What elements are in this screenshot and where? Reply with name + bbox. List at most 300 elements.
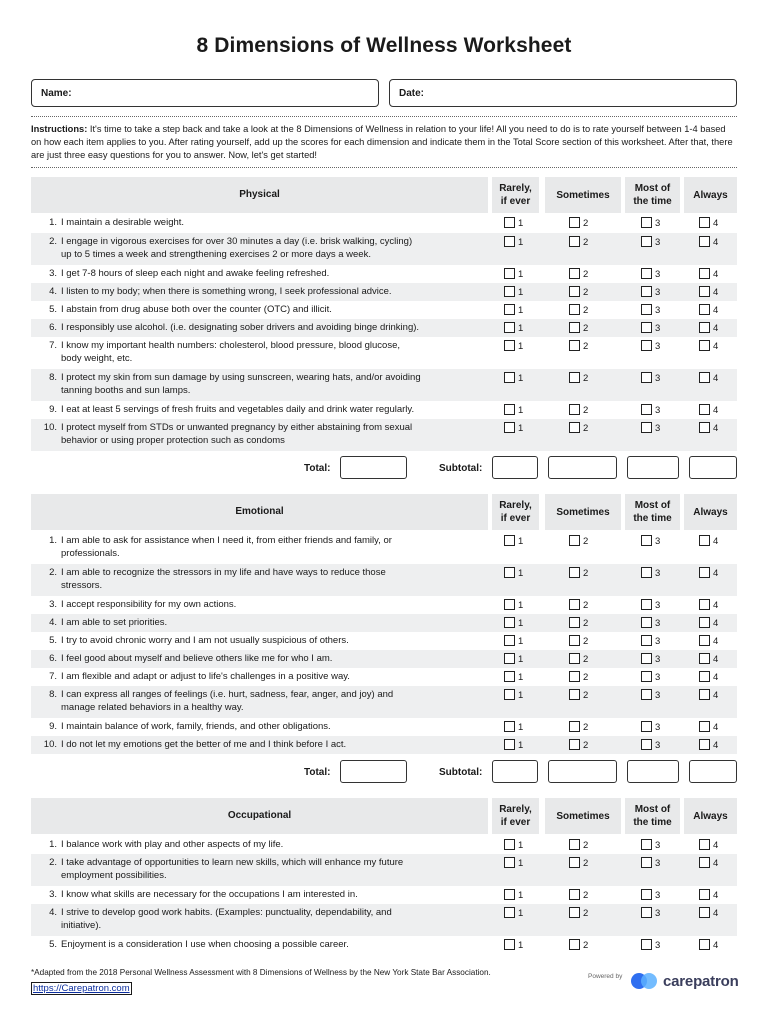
table-row xyxy=(31,401,737,419)
checkbox[interactable] xyxy=(699,268,710,279)
checkbox[interactable] xyxy=(504,286,515,297)
table-row xyxy=(31,532,737,564)
subtotal-box-2[interactable] xyxy=(548,456,617,479)
rating-value: 1 xyxy=(518,672,524,683)
rating-option-1[interactable] xyxy=(504,567,523,580)
rating-option-4[interactable] xyxy=(699,322,718,335)
checkbox[interactable] xyxy=(569,671,580,682)
rating-option-2[interactable] xyxy=(569,322,588,335)
rating-option-3[interactable] xyxy=(641,739,660,752)
rating-option-2[interactable] xyxy=(569,721,588,734)
rating-value: 1 xyxy=(518,237,524,248)
checkbox[interactable] xyxy=(641,304,652,315)
name-field[interactable] xyxy=(31,79,379,107)
checkbox[interactable] xyxy=(569,939,580,950)
rating-option-1[interactable] xyxy=(504,721,523,734)
checkbox[interactable] xyxy=(504,567,515,578)
rating-option-3[interactable] xyxy=(641,599,660,612)
checkbox[interactable] xyxy=(699,653,710,664)
item-number: 10. xyxy=(43,739,57,750)
rating-option-3[interactable] xyxy=(641,635,660,648)
checkbox[interactable] xyxy=(569,404,580,415)
checkbox[interactable] xyxy=(569,286,580,297)
checkbox[interactable] xyxy=(699,322,710,333)
checkbox[interactable] xyxy=(699,236,710,247)
checkbox[interactable] xyxy=(504,217,515,228)
rating-option-3[interactable] xyxy=(641,857,660,870)
rating-option-1[interactable] xyxy=(504,340,523,353)
checkbox[interactable] xyxy=(699,907,710,918)
column-header xyxy=(545,798,621,834)
rating-option-2[interactable] xyxy=(569,889,588,902)
rating-value: 4 xyxy=(713,536,719,547)
rating-value: 2 xyxy=(583,218,589,229)
rating-option-4[interactable] xyxy=(699,739,718,752)
rating-option-2[interactable] xyxy=(569,567,588,580)
checkbox[interactable] xyxy=(504,599,515,610)
checkbox[interactable] xyxy=(699,599,710,610)
checkbox[interactable] xyxy=(699,617,710,628)
rating-value: 2 xyxy=(583,690,589,701)
checkbox[interactable] xyxy=(699,857,710,868)
checkbox[interactable] xyxy=(641,617,652,628)
checkbox[interactable] xyxy=(569,907,580,918)
checkbox[interactable] xyxy=(569,322,580,333)
checkbox[interactable] xyxy=(569,721,580,732)
rating-value: 2 xyxy=(583,536,589,547)
instructions-label: Instructions: xyxy=(31,124,88,134)
rating-option-1[interactable] xyxy=(504,268,523,281)
checkbox[interactable] xyxy=(504,422,515,433)
checkbox[interactable] xyxy=(699,739,710,750)
checkbox[interactable] xyxy=(699,372,710,383)
rating-option-4[interactable] xyxy=(699,535,718,548)
rating-option-2[interactable] xyxy=(569,857,588,870)
rating-value: 2 xyxy=(583,323,589,334)
rating-value: 2 xyxy=(583,423,589,434)
column-header-label: Most of the time xyxy=(633,500,672,524)
rating-option-2[interactable] xyxy=(569,404,588,417)
checkbox[interactable] xyxy=(504,721,515,732)
section-header xyxy=(31,177,737,213)
item-statement: I protect my skin from sun damage by using sunscreen, wearing hats, and/or avoiding tanning booths and sun lamps. xyxy=(61,372,421,396)
rating-option-1[interactable] xyxy=(504,304,523,317)
checkbox[interactable] xyxy=(699,422,710,433)
checkbox[interactable] xyxy=(569,739,580,750)
rating-value: 3 xyxy=(655,305,661,316)
table-row xyxy=(31,283,737,301)
rating-value: 4 xyxy=(713,740,719,751)
rating-option-1[interactable] xyxy=(504,422,523,435)
rating-value: 2 xyxy=(583,341,589,352)
subtotal-box-3[interactable] xyxy=(627,456,679,479)
rating-value: 3 xyxy=(655,858,661,869)
checkbox[interactable] xyxy=(569,268,580,279)
column-header-label: Rarely, if ever xyxy=(499,804,532,828)
rating-option-4[interactable] xyxy=(699,567,718,580)
rating-option-2[interactable] xyxy=(569,268,588,281)
checkbox[interactable] xyxy=(699,217,710,228)
checkbox[interactable] xyxy=(641,340,652,351)
item-text xyxy=(31,339,486,365)
rating-option-1[interactable] xyxy=(504,236,523,249)
checkbox[interactable] xyxy=(504,535,515,546)
rating-option-4[interactable] xyxy=(699,889,718,902)
rating-option-3[interactable] xyxy=(641,907,660,920)
checkbox[interactable] xyxy=(569,340,580,351)
rating-value: 2 xyxy=(583,269,589,280)
rating-option-3[interactable] xyxy=(641,286,660,299)
rating-option-1[interactable] xyxy=(504,857,523,870)
rating-option-2[interactable] xyxy=(569,422,588,435)
rating-option-1[interactable] xyxy=(504,653,523,666)
rating-option-4[interactable] xyxy=(699,939,718,952)
checkbox[interactable] xyxy=(641,739,652,750)
checkbox[interactable] xyxy=(504,635,515,646)
checkbox[interactable] xyxy=(641,322,652,333)
rating-option-2[interactable] xyxy=(569,907,588,920)
checkbox[interactable] xyxy=(699,689,710,700)
rating-option-1[interactable] xyxy=(504,404,523,417)
rating-option-4[interactable] xyxy=(699,422,718,435)
rating-option-3[interactable] xyxy=(641,653,660,666)
item-statement: I am able to recognize the stressors in my life and have ways to reduce those stressors. xyxy=(61,567,386,591)
rating-value: 1 xyxy=(518,305,524,316)
checkbox[interactable] xyxy=(504,939,515,950)
item-number: 6. xyxy=(49,653,57,664)
rating-option-4[interactable] xyxy=(699,217,718,230)
checkbox[interactable] xyxy=(641,535,652,546)
rating-option-1[interactable] xyxy=(504,599,523,612)
checkbox[interactable] xyxy=(504,907,515,918)
rating-option-1[interactable] xyxy=(504,671,523,684)
item-text xyxy=(31,235,486,261)
checkbox[interactable] xyxy=(504,268,515,279)
rating-option-4[interactable] xyxy=(699,721,718,734)
carepatron-logo-icon xyxy=(630,970,660,992)
rating-option-3[interactable] xyxy=(641,939,660,952)
rating-option-1[interactable] xyxy=(504,217,523,230)
rating-value: 3 xyxy=(655,323,661,334)
checkbox[interactable] xyxy=(569,217,580,228)
rating-value: 3 xyxy=(655,722,661,733)
checkbox[interactable] xyxy=(699,839,710,850)
rating-option-4[interactable] xyxy=(699,268,718,281)
checkbox[interactable] xyxy=(504,236,515,247)
checkbox[interactable] xyxy=(641,422,652,433)
rating-option-2[interactable] xyxy=(569,671,588,684)
rating-option-1[interactable] xyxy=(504,689,523,702)
rating-option-2[interactable] xyxy=(569,689,588,702)
item-statement: I engage in vigorous exercises for over 30 minutes a day (i.e. brisk walking, cycling) up to 5 times a week and strengthening exercises 2 or more days a week. xyxy=(61,236,413,260)
rating-value: 2 xyxy=(583,287,589,298)
column-header xyxy=(492,494,539,530)
rating-option-2[interactable] xyxy=(569,939,588,952)
rating-option-2[interactable] xyxy=(569,599,588,612)
rating-option-3[interactable] xyxy=(641,422,660,435)
rating-option-1[interactable] xyxy=(504,535,523,548)
checkbox[interactable] xyxy=(504,671,515,682)
table-row xyxy=(31,632,737,650)
checkbox[interactable] xyxy=(504,653,515,664)
checkbox[interactable] xyxy=(641,939,652,950)
rating-option-4[interactable] xyxy=(699,340,718,353)
rating-value: 1 xyxy=(518,940,524,951)
column-header xyxy=(684,798,737,834)
rating-option-1[interactable] xyxy=(504,286,523,299)
item-statement: I am able to ask for assistance when I need it, from either friends and family, or professionals. xyxy=(61,535,392,559)
checkbox[interactable] xyxy=(569,535,580,546)
table-row xyxy=(31,596,737,614)
checkbox[interactable] xyxy=(699,889,710,900)
checkbox[interactable] xyxy=(641,689,652,700)
rating-option-2[interactable] xyxy=(569,340,588,353)
item-text xyxy=(31,838,486,851)
rating-option-3[interactable] xyxy=(641,721,660,734)
rating-option-2[interactable] xyxy=(569,739,588,752)
rating-value: 2 xyxy=(583,740,589,751)
rating-value: 1 xyxy=(518,218,524,229)
item-number: 7. xyxy=(49,671,57,682)
table-row xyxy=(31,233,737,265)
checkbox[interactable] xyxy=(699,671,710,682)
rating-option-3[interactable] xyxy=(641,340,660,353)
subtotal-box-3[interactable] xyxy=(627,760,679,783)
column-header-label: Most of the time xyxy=(633,183,672,207)
totals-row xyxy=(31,456,737,480)
section-header xyxy=(31,798,737,834)
rating-option-2[interactable] xyxy=(569,635,588,648)
rating-option-3[interactable] xyxy=(641,304,660,317)
page-title: 8 Dimensions of Wellness Worksheet xyxy=(196,34,572,57)
rating-option-3[interactable] xyxy=(641,889,660,902)
table-row xyxy=(31,265,737,283)
rating-option-4[interactable] xyxy=(699,689,718,702)
date-field[interactable] xyxy=(389,79,737,107)
item-text xyxy=(31,888,486,901)
rating-option-3[interactable] xyxy=(641,372,660,385)
rating-option-1[interactable] xyxy=(504,372,523,385)
checkbox[interactable] xyxy=(504,372,515,383)
checkbox[interactable] xyxy=(569,889,580,900)
item-text xyxy=(31,938,486,951)
rating-value: 4 xyxy=(713,237,719,248)
subtotal-box-4[interactable] xyxy=(689,456,737,479)
rating-option-3[interactable] xyxy=(641,617,660,630)
rating-value: 1 xyxy=(518,600,524,611)
total-box[interactable] xyxy=(340,456,407,479)
rating-value: 3 xyxy=(655,568,661,579)
checkbox[interactable] xyxy=(699,304,710,315)
rating-option-2[interactable] xyxy=(569,653,588,666)
rating-option-4[interactable] xyxy=(699,653,718,666)
item-statement: I strive to develop good work habits. (Examples: punctuality, dependability, and initiative). xyxy=(61,907,392,931)
checkbox[interactable] xyxy=(641,907,652,918)
subtotal-box-2[interactable] xyxy=(548,760,617,783)
checkbox[interactable] xyxy=(569,617,580,628)
checkbox[interactable] xyxy=(699,939,710,950)
rating-value: 4 xyxy=(713,287,719,298)
total-box[interactable] xyxy=(340,760,407,783)
item-number: 9. xyxy=(49,721,57,732)
checkbox[interactable] xyxy=(504,739,515,750)
rating-option-1[interactable] xyxy=(504,617,523,630)
rating-option-4[interactable] xyxy=(699,839,718,852)
rating-option-1[interactable] xyxy=(504,939,523,952)
checkbox[interactable] xyxy=(641,857,652,868)
subtotal-box-4[interactable] xyxy=(689,760,737,783)
subtotal-box-1[interactable] xyxy=(492,760,538,783)
rating-option-1[interactable] xyxy=(504,907,523,920)
item-number: 1. xyxy=(49,839,57,850)
checkbox[interactable] xyxy=(569,304,580,315)
checkbox[interactable] xyxy=(699,404,710,415)
checkbox[interactable] xyxy=(504,857,515,868)
item-statement: I protect myself from STDs or unwanted pregnancy by either abstaining from sexual behavior or using proper protection such as condoms xyxy=(61,422,413,446)
item-number: 4. xyxy=(49,907,57,918)
rating-value: 4 xyxy=(713,840,719,851)
rating-option-2[interactable] xyxy=(569,236,588,249)
checkbox[interactable] xyxy=(569,857,580,868)
checkbox[interactable] xyxy=(641,286,652,297)
rating-option-4[interactable] xyxy=(699,635,718,648)
item-number: 6. xyxy=(49,322,57,333)
rating-value: 3 xyxy=(655,654,661,665)
checkbox[interactable] xyxy=(504,340,515,351)
checkbox[interactable] xyxy=(699,635,710,646)
rating-option-4[interactable] xyxy=(699,304,718,317)
item-statement: I know what skills are necessary for the occupations I am interested in. xyxy=(61,889,358,900)
checkbox[interactable] xyxy=(699,535,710,546)
checkbox[interactable] xyxy=(569,372,580,383)
table-row xyxy=(31,301,737,319)
column-header xyxy=(625,494,680,530)
item-number: 1. xyxy=(49,535,57,546)
rating-value: 4 xyxy=(713,405,719,416)
checkbox[interactable] xyxy=(641,635,652,646)
rating-value: 1 xyxy=(518,405,524,416)
rating-option-3[interactable] xyxy=(641,839,660,852)
checkbox[interactable] xyxy=(504,404,515,415)
rating-option-1[interactable] xyxy=(504,889,523,902)
checkbox[interactable] xyxy=(641,236,652,247)
column-header-label: Rarely, if ever xyxy=(499,500,532,524)
rating-value: 4 xyxy=(713,672,719,683)
checkbox[interactable] xyxy=(641,372,652,383)
checkbox[interactable] xyxy=(641,567,652,578)
rating-option-1[interactable] xyxy=(504,739,523,752)
checkbox[interactable] xyxy=(641,653,652,664)
rating-option-4[interactable] xyxy=(699,404,718,417)
rating-option-2[interactable] xyxy=(569,372,588,385)
checkbox[interactable] xyxy=(699,340,710,351)
checkbox[interactable] xyxy=(569,689,580,700)
rating-option-4[interactable] xyxy=(699,372,718,385)
rating-option-2[interactable] xyxy=(569,839,588,852)
carepatron-link[interactable]: https://Carepatron.com xyxy=(33,983,130,994)
rating-option-4[interactable] xyxy=(699,671,718,684)
table-row xyxy=(31,650,737,668)
rating-option-3[interactable] xyxy=(641,236,660,249)
rating-option-3[interactable] xyxy=(641,322,660,335)
item-statement: Enjoyment is a consideration I use when choosing a possible career. xyxy=(61,939,349,950)
item-number: 5. xyxy=(49,635,57,646)
rating-option-4[interactable] xyxy=(699,617,718,630)
checkbox[interactable] xyxy=(504,304,515,315)
checkbox[interactable] xyxy=(699,286,710,297)
rating-option-4[interactable] xyxy=(699,286,718,299)
rating-option-2[interactable] xyxy=(569,304,588,317)
rating-option-1[interactable] xyxy=(504,322,523,335)
rating-option-4[interactable] xyxy=(699,857,718,870)
checkbox[interactable] xyxy=(569,599,580,610)
item-statement: I am able to set priorities. xyxy=(61,617,168,628)
checkbox[interactable] xyxy=(641,839,652,850)
rating-option-3[interactable] xyxy=(641,567,660,580)
item-text xyxy=(31,906,486,932)
rating-option-4[interactable] xyxy=(699,907,718,920)
checkbox[interactable] xyxy=(569,236,580,247)
rating-option-3[interactable] xyxy=(641,671,660,684)
subtotal-box-1[interactable] xyxy=(492,456,538,479)
rating-value: 3 xyxy=(655,890,661,901)
rating-option-3[interactable] xyxy=(641,217,660,230)
rating-option-1[interactable] xyxy=(504,839,523,852)
checkbox[interactable] xyxy=(641,721,652,732)
rating-option-2[interactable] xyxy=(569,286,588,299)
column-header-label: Sometimes xyxy=(556,506,610,518)
rating-option-4[interactable] xyxy=(699,599,718,612)
column-header-label: Rarely, if ever xyxy=(499,183,532,207)
rating-value: 2 xyxy=(583,654,589,665)
rating-option-2[interactable] xyxy=(569,617,588,630)
checkbox[interactable] xyxy=(641,599,652,610)
checkbox[interactable] xyxy=(641,889,652,900)
checkbox[interactable] xyxy=(569,422,580,433)
rating-option-1[interactable] xyxy=(504,635,523,648)
rating-value: 2 xyxy=(583,940,589,951)
rating-option-2[interactable] xyxy=(569,217,588,230)
checkbox[interactable] xyxy=(569,567,580,578)
checkbox[interactable] xyxy=(569,653,580,664)
checkbox[interactable] xyxy=(569,635,580,646)
table-row xyxy=(31,369,737,401)
checkbox[interactable] xyxy=(569,839,580,850)
rating-option-3[interactable] xyxy=(641,689,660,702)
rating-value: 3 xyxy=(655,908,661,919)
checkbox[interactable] xyxy=(504,689,515,700)
rating-option-3[interactable] xyxy=(641,268,660,281)
checkbox[interactable] xyxy=(641,217,652,228)
checkbox[interactable] xyxy=(699,567,710,578)
rating-option-3[interactable] xyxy=(641,404,660,417)
checkbox[interactable] xyxy=(504,839,515,850)
checkbox[interactable] xyxy=(504,889,515,900)
rating-value: 1 xyxy=(518,690,524,701)
date-label: Date: xyxy=(399,88,425,99)
rating-value: 3 xyxy=(655,536,661,547)
rating-option-2[interactable] xyxy=(569,535,588,548)
rating-option-4[interactable] xyxy=(699,236,718,249)
checkbox[interactable] xyxy=(641,268,652,279)
checkbox[interactable] xyxy=(641,404,652,415)
checkbox[interactable] xyxy=(641,671,652,682)
item-text xyxy=(31,720,486,733)
rating-option-3[interactable] xyxy=(641,535,660,548)
checkbox[interactable] xyxy=(504,322,515,333)
checkbox[interactable] xyxy=(504,617,515,628)
checkbox[interactable] xyxy=(699,721,710,732)
